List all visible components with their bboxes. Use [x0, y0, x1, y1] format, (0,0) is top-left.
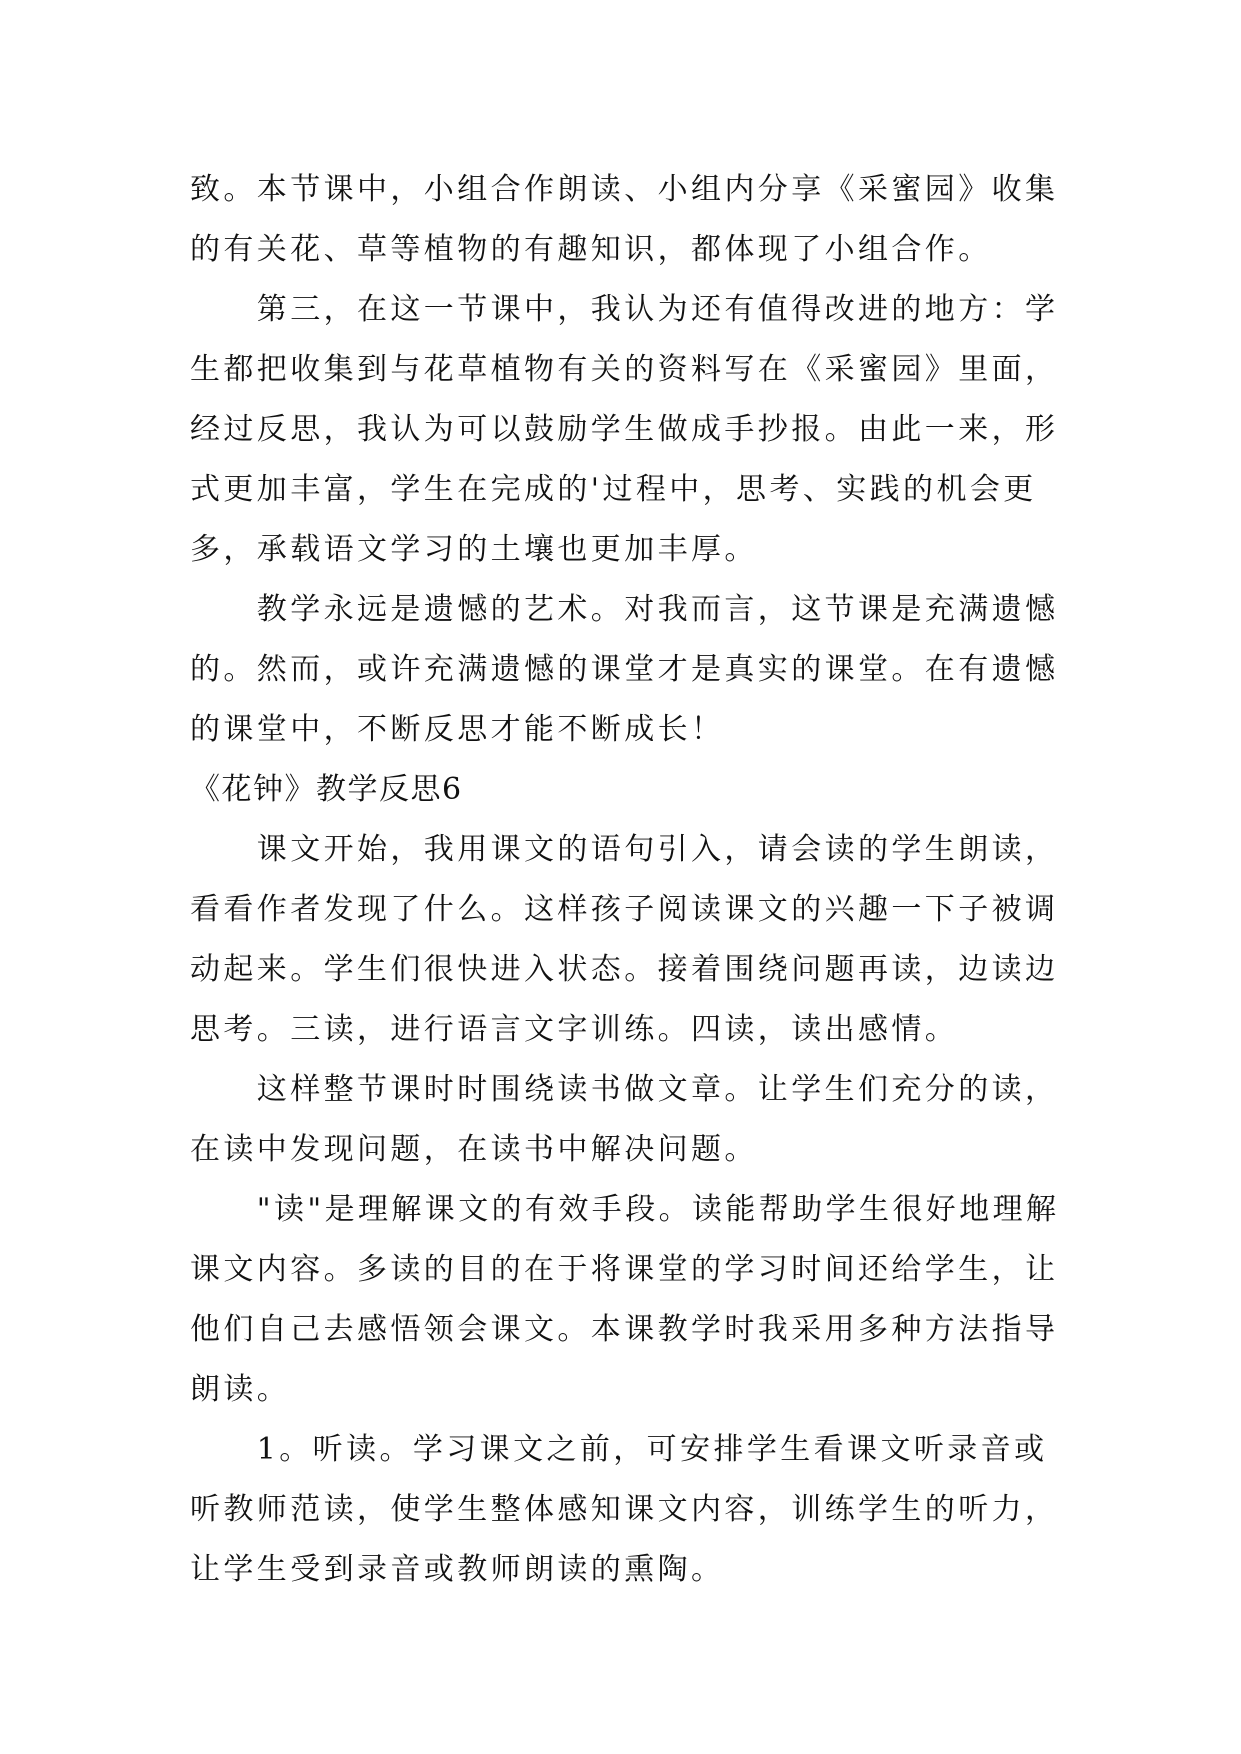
- text-line: 生都把收集到与花草植物有关的资料写在《采蜜园》里面，: [190, 352, 1059, 387]
- text-line: 的课堂中，不断反思才能不断成长！: [190, 712, 725, 747]
- text-line: 式更加丰富，学生在完成的'过程中，思考、实践的机会更: [190, 472, 1037, 507]
- text-line: 思考。三读，进行语言文字训练。四读，读出感情。: [190, 1012, 959, 1047]
- text-line: 这样整节课时时围绕读书做文章。让学生们充分的读，: [190, 1072, 1059, 1107]
- text-line: 致。本节课中，小组合作朗读、小组内分享《采蜜园》收集: [190, 172, 1059, 207]
- document-body: [190, 160, 1060, 1600]
- text-line: 课文开始，我用课文的语句引入，请会读的学生朗读，: [190, 832, 1059, 867]
- text-line: 课文内容。多读的目的在于将课堂的学习时间还给学生，让: [190, 1252, 1059, 1287]
- text-line: 动起来。学生们很快进入状态。接着围绕问题再读，边读边: [190, 952, 1059, 987]
- text-line: 的。然而，或许充满遗憾的课堂才是真实的课堂。在有遗憾: [190, 652, 1059, 687]
- text-line: 看看作者发现了什么。这样孩子阅读课文的兴趣一下子被调: [190, 892, 1059, 927]
- text-line: 朗读。: [190, 1372, 291, 1407]
- text-line: 他们自己去感悟领会课文。本课教学时我采用多种方法指导: [190, 1312, 1059, 1347]
- text-line: 多，承载语文学习的土壤也更加丰厚。: [190, 532, 758, 567]
- text-line: 在读中发现问题，在读书中解决问题。: [190, 1132, 758, 1167]
- section-heading: 《花钟》教学反思6: [190, 772, 463, 807]
- text-line: 第三，在这一节课中，我认为还有值得改进的地方：学: [190, 292, 1059, 327]
- text-line: "读"是理解课文的有效手段。读能帮助学生很好地理解: [190, 1192, 1060, 1227]
- text-line: 的有关花、草等植物的有趣知识，都体现了小组合作。: [190, 232, 992, 267]
- text-line: 经过反思，我认为可以鼓励学生做成手抄报。由此一来，形: [190, 412, 1059, 447]
- text-line: 让学生受到录音或教师朗读的熏陶。: [190, 1552, 725, 1587]
- text-line: 教学永远是遗憾的艺术。对我而言，这节课是充满遗憾: [190, 592, 1059, 627]
- text-line: 1。听读。学习课文之前，可安排学生看课文听录音或: [190, 1432, 1048, 1467]
- text-line: 听教师范读，使学生整体感知课文内容，训练学生的听力，: [190, 1492, 1059, 1527]
